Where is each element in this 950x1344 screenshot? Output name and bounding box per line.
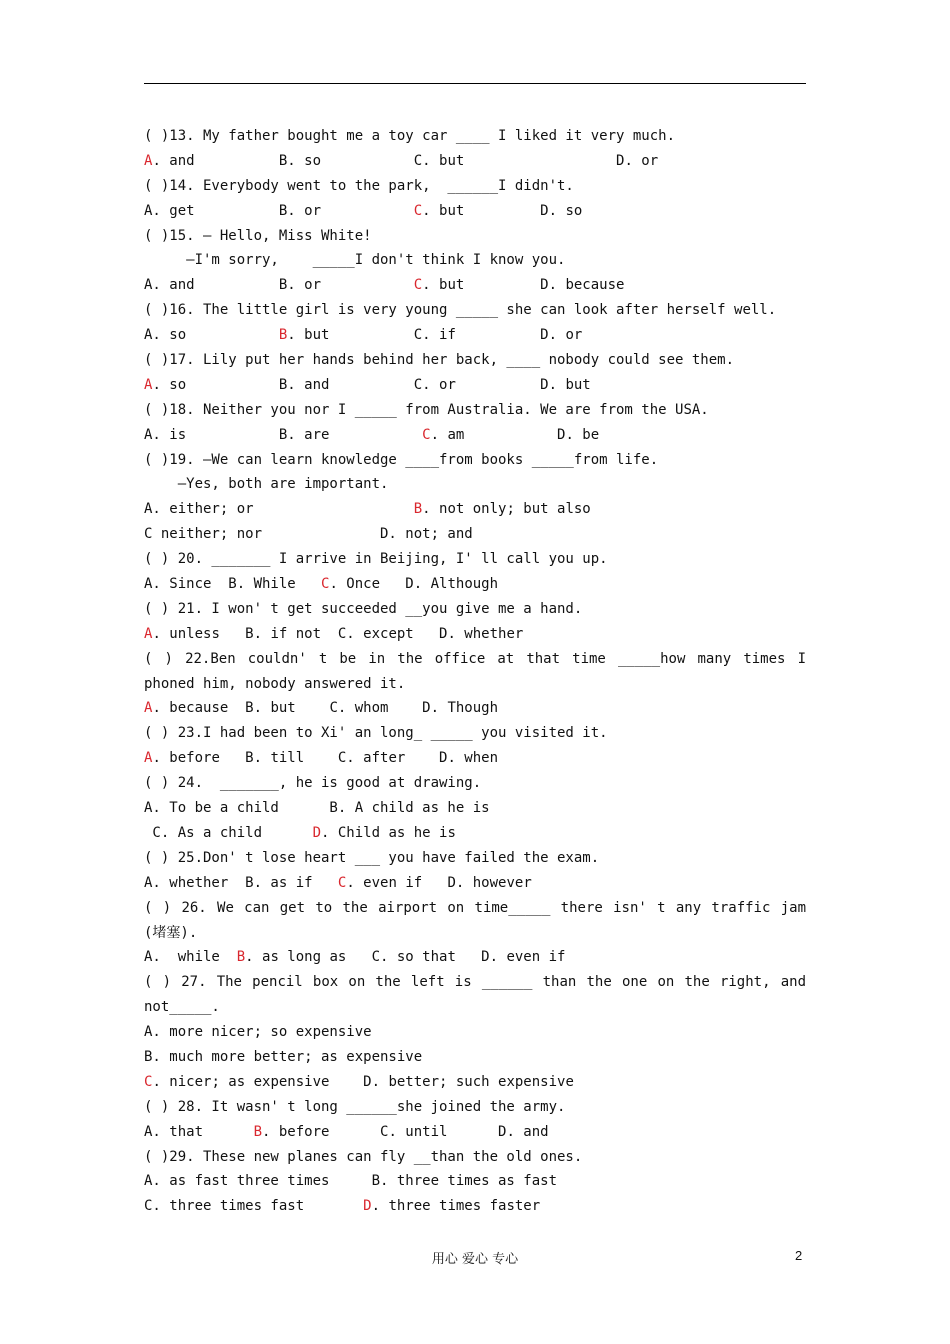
line-text: ( ) 26. We can get to the airport on time_____ there isn' t any traffic jam (144, 899, 806, 916)
text-line (144, 945, 806, 970)
line-text: . nicer; as expensive D. better; such expensive (152, 1073, 574, 1090)
text-line (144, 871, 806, 896)
answer-letter: A (144, 152, 153, 169)
text-line (144, 224, 806, 249)
line-text: A. as fast three times B. three times as fast (144, 1173, 558, 1190)
text-line (144, 348, 806, 373)
line-text: A. Since B. While (144, 576, 322, 593)
answer-letter: B (278, 327, 288, 344)
answer-letter: C (144, 1073, 153, 1090)
answer-letter: C (337, 874, 347, 891)
text-line (144, 1095, 806, 1120)
text-line (144, 547, 806, 572)
line-text: ( ) 20. _______ I arrive in Beijing, I' ll call you up. (144, 551, 608, 568)
line-text: ( ) 27. The pencil box on the left is ______ than the one on the right, and (144, 974, 806, 991)
line-text: ( )29. These new planes can fly __than the old ones. (144, 1148, 583, 1165)
answer-letter: A (144, 376, 153, 393)
answer-letter: D (312, 824, 322, 841)
line-text: ( )18. Neither you nor I _____ from Australia. We are from the USA. (144, 401, 709, 418)
line-text: —I'm sorry, _____I don't think I know you. (144, 252, 566, 269)
line-text: A. so (144, 327, 279, 344)
line-text: B. much more better; as expensive (144, 1048, 423, 1065)
line-text: . but C. if D. or (287, 327, 583, 344)
line-text: . am D. be (430, 426, 600, 443)
answer-letter: B (236, 949, 246, 966)
question-list (144, 124, 806, 1219)
text-line (144, 248, 806, 273)
line-text: . Child as he is (321, 824, 456, 841)
answer-letter: C (422, 426, 431, 443)
line-text: . even if D. however (346, 874, 532, 891)
answer-letter: A (144, 625, 153, 642)
text-line (144, 423, 806, 448)
line-text: ( )14. Everybody went to the park, ______I didn't. (144, 177, 574, 194)
answer-letter: D (363, 1198, 372, 1215)
text-line (144, 721, 806, 746)
header-rule (144, 83, 806, 84)
text-line (144, 647, 806, 672)
answer-letter: B (413, 501, 423, 518)
answer-letter: A (144, 750, 153, 767)
text-line (144, 174, 806, 199)
text-line (144, 398, 806, 423)
text-line (144, 796, 806, 821)
text-line (144, 522, 806, 547)
text-line (144, 970, 806, 995)
text-line (144, 1194, 806, 1219)
text-line (144, 199, 806, 224)
text-line (144, 298, 806, 323)
line-text: A. is B. are (144, 426, 423, 443)
text-line (144, 273, 806, 298)
line-text: ( )19. —We can learn knowledge ____from books _____from life. (144, 451, 659, 468)
answer-letter: C (413, 202, 423, 219)
text-line (144, 1120, 806, 1145)
answer-letter: A (144, 700, 153, 717)
text-line (144, 696, 806, 721)
text-line (144, 572, 806, 597)
line-text: A. more nicer; so expensive (144, 1024, 372, 1041)
text-line (144, 448, 806, 473)
line-text: ( ) 21. I won' t get succeeded __you give me a hand. (144, 600, 583, 617)
line-text: . because B. but C. whom D. Though (152, 700, 499, 717)
line-text: . but D. so (422, 202, 583, 219)
line-text: A. that (144, 1123, 254, 1140)
line-text: ( )15. — Hello, Miss White! (144, 227, 372, 244)
line-text: A. To be a child B. A child as he is (144, 800, 490, 817)
line-text: . not only; but also (422, 501, 591, 518)
text-line (144, 373, 806, 398)
line-text: . before C. until D. and (262, 1123, 549, 1140)
line-text: C. three times fast (144, 1198, 364, 1215)
line-text: not_____. (144, 999, 220, 1016)
line-text: phoned him, nobody answered it. (144, 675, 406, 692)
line-text: (堵塞). (144, 924, 198, 941)
line-text: C. As a child (144, 824, 313, 841)
text-line (144, 124, 806, 149)
line-text: C neither; nor D. not; and (144, 526, 473, 543)
line-text: . so B. and C. or D. but (152, 376, 591, 393)
text-line (144, 597, 806, 622)
text-line (144, 771, 806, 796)
line-text: A. and B. or (144, 277, 414, 294)
line-text: ( )17. Lily put her hands behind her back, ____ nobody could see them. (144, 352, 735, 369)
text-line (144, 846, 806, 871)
text-line (144, 896, 806, 921)
line-text: A. either; or (144, 501, 414, 518)
line-text: ( )16. The little girl is very young _____ she can look after herself well. (144, 302, 777, 319)
line-text: ( ) 28. It wasn' t long ______she joined the army. (144, 1098, 566, 1115)
line-text: ( ) 23.I had been to Xi' an long_ _____ you visited it. (144, 725, 608, 742)
text-line (144, 497, 806, 522)
answer-letter: B (253, 1123, 263, 1140)
line-text: . but D. because (422, 277, 625, 294)
text-line (144, 1169, 806, 1194)
line-text: A. while (144, 949, 237, 966)
line-text: ( ) 22.Ben couldn' t be in the office at that time _____how many times I (144, 650, 806, 667)
line-text: . unless B. if not C. except D. whether (152, 625, 524, 642)
line-text: ( ) 25.Don' t lose heart ___ you have failed the exam. (144, 849, 600, 866)
answer-letter: C (321, 576, 330, 593)
text-line (144, 1145, 806, 1170)
text-line (144, 921, 806, 946)
line-text: . as long as C. so that D. even if (245, 949, 566, 966)
line-text: —Yes, both are important. (144, 476, 389, 493)
answer-letter: C (413, 277, 423, 294)
text-line (144, 1070, 806, 1095)
line-text: A. get B. or (144, 202, 414, 219)
text-line (144, 746, 806, 771)
text-line (144, 1020, 806, 1045)
line-text: ( ) 24. _______, he is good at drawing. (144, 775, 482, 792)
text-line (144, 1045, 806, 1070)
text-line (144, 323, 806, 348)
line-text: . Once D. Although (329, 576, 499, 593)
line-text: ( )13. My father bought me a toy car ____ I liked it very much. (144, 128, 676, 144)
text-line (144, 821, 806, 846)
text-line (144, 149, 806, 174)
text-line (144, 622, 806, 647)
line-text: . before B. till C. after D. when (152, 750, 499, 767)
page-number: 2 (795, 1248, 803, 1263)
footer-motto: 用心 爱心 专心 (431, 1252, 519, 1267)
text-line (144, 472, 806, 497)
line-text: . three times faster (371, 1198, 541, 1215)
line-text: A. whether B. as if (144, 874, 338, 891)
text-line (144, 995, 806, 1020)
line-text: . and B. so C. but D. or (152, 152, 659, 169)
text-line (144, 672, 806, 697)
